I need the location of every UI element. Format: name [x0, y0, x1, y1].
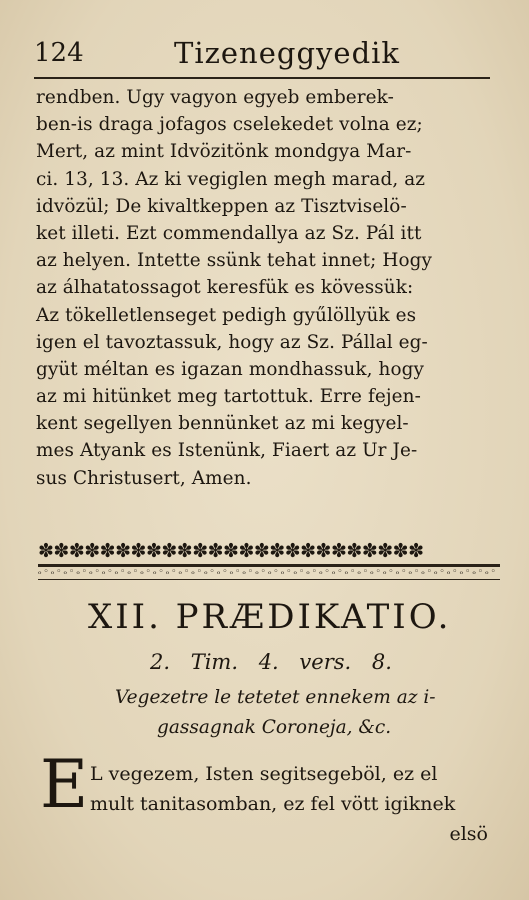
text-line: Mert, az mint Idvözitönk mondgya Mar-: [36, 141, 412, 163]
body-text: [36, 84, 498, 492]
page-number: 124: [34, 38, 84, 68]
epigraph-line: Vegezetre le tetetet ennekem az i-: [115, 687, 436, 708]
fleuron-row: ✽✽✽✽✽✽✽✽✽✽✽✽✽✽✽✽✽✽✽✽✽✽✽✽✽: [38, 540, 424, 562]
text-line: gyüt méltan es igazan mondhassuk, hogy: [36, 358, 424, 380]
epigraph-line: gassagnak Coroneja, &c.: [157, 717, 392, 738]
ornament-band: [38, 540, 500, 580]
drop-cap: E: [40, 746, 89, 823]
text-line: mes Atyank es Istenünk, Fiaert az Ur Je-: [36, 440, 418, 462]
text-line: Az tökelletlenseget pedigh gyűlöllyük es: [36, 304, 417, 326]
sermon-title: XII. PRÆDIKATIO.: [88, 597, 452, 637]
scripture-reference: 2. Tim. 4. vers. 8.: [150, 650, 392, 674]
ornament-dots: ₒ◦ₒ◦ₒ◦ₒ◦ₒ◦ₒ◦ₒ◦ₒ◦ₒ◦ₒ◦ₒ◦ₒ◦ₒ◦ₒ◦ₒ◦ₒ◦ₒ◦ₒ◦ₒ◦ₒ◦ₒ◦ₒ◦ₒ◦ₒ◦ₒ◦ₒ◦ₒ◦ₒ◦ₒ◦ₒ◦ₒ◦ₒ◦ₒ◦ₒ◦ₒ◦ₒ◦: [38, 567, 498, 577]
text-line: rendben. Ugy vagyon egyeb emberek-: [36, 87, 394, 108]
catchword: elsö: [449, 823, 488, 845]
page-header: [34, 34, 504, 74]
ornament-rule: [38, 579, 500, 580]
text-line: L vegezem, Isten segitsegeböl, ez el: [90, 763, 438, 785]
header-rule: [34, 77, 490, 79]
text-line: az mi hitünket meg tartottuk. Erre fejen-: [36, 386, 421, 408]
text-line: igen el tavoztassuk, hogy az Sz. Pállal eg-: [36, 331, 428, 353]
text-line: kent segellyen bennünket az mi kegyel-: [36, 413, 409, 435]
epigraph: [115, 683, 455, 743]
text-line: mult tanitasomban, ez fel vött igiknek: [90, 793, 456, 815]
text-line: ben-is draga jofagos cselekedet volna ez;: [36, 114, 423, 136]
text-line: sus Christusert, Amen.: [36, 467, 252, 489]
text-line: ket illeti. Ezt commendallya az Sz. Pál itt: [36, 222, 422, 244]
opening-paragraph: [90, 759, 510, 849]
text-line: az helyen. Intette ssünk tehat innet; Hogy: [36, 250, 433, 272]
text-line: ci. 13, 13. Az ki vegiglen megh marad, az: [36, 168, 426, 190]
running-head: Tizeneggyedik: [174, 36, 400, 70]
text-line: idvözül; De kivaltkeppen az Tisztviselö-: [36, 195, 407, 217]
text-line: az álhatatossagot keresfük es kövessük:: [36, 277, 414, 299]
